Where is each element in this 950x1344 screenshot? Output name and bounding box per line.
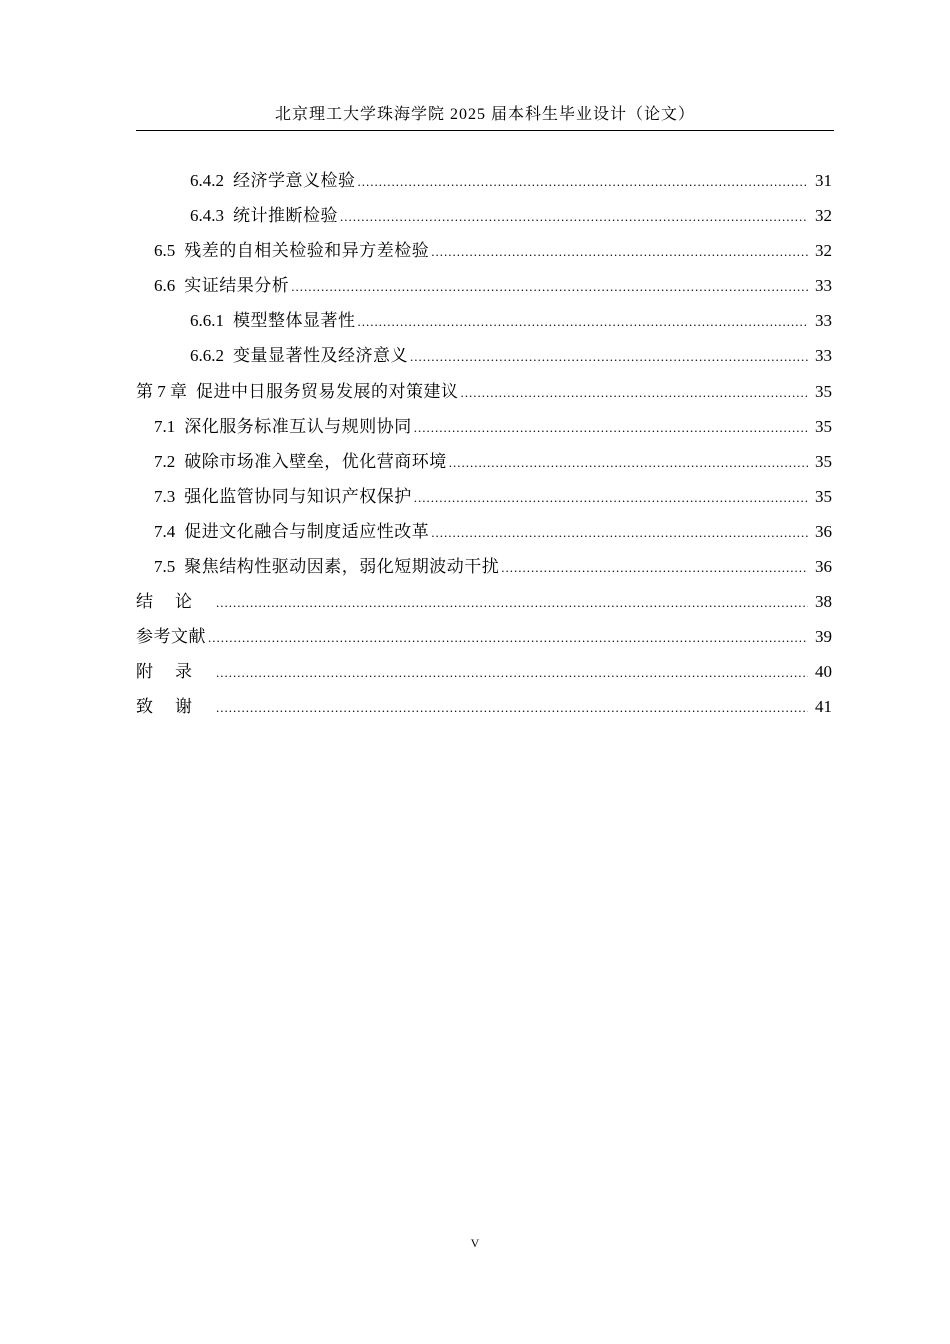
- toc-entry-title: 促进中日服务贸易发展的对策建议: [196, 381, 459, 401]
- toc-entry-number: 7.1: [154, 416, 176, 436]
- toc-dot-leader: [414, 412, 808, 444]
- toc-dot-leader: [431, 236, 808, 268]
- toc-entry[interactable]: [136, 376, 832, 411]
- toc-entry-page: 38: [815, 592, 832, 612]
- toc-dot-leader: [291, 271, 808, 303]
- toc-entry-number: 7.3: [154, 486, 176, 506]
- toc-entry-page: 36: [815, 557, 832, 577]
- toc-entry[interactable]: [136, 200, 832, 235]
- toc-entry[interactable]: [136, 656, 832, 691]
- toc-entry-page: 36: [815, 521, 832, 541]
- toc-entry[interactable]: [136, 691, 832, 726]
- toc-entry[interactable]: [136, 516, 832, 551]
- toc-dot-leader: [501, 552, 808, 584]
- toc-entry-title: 促进文化融合与制度适应性改革: [184, 521, 430, 541]
- toc-dot-leader: [414, 482, 808, 514]
- toc-entry[interactable]: [136, 305, 832, 340]
- toc-entry-page: 33: [815, 346, 832, 366]
- toc-entry-page: 35: [815, 451, 832, 471]
- toc-entry-page: 40: [815, 662, 832, 682]
- toc-entry-title: 结论: [136, 592, 214, 612]
- toc-dot-leader: [449, 447, 808, 479]
- toc-dot-leader: [216, 587, 808, 619]
- toc-entry-title: 经济学意义检验: [233, 171, 356, 190]
- toc-entry-page: 41: [815, 697, 832, 717]
- toc-entry-title: 聚焦结构性驱动因素，弱化短期波动干扰: [184, 557, 500, 577]
- toc-entry-number: 第 7 章: [136, 381, 187, 401]
- toc-entry-title: 致谢: [136, 697, 214, 717]
- toc-entry[interactable]: [136, 270, 832, 305]
- toc-entry-page: 32: [815, 241, 832, 261]
- toc-entry-number: 6.4.3: [190, 206, 224, 226]
- toc-entry-number: 7.2: [154, 451, 176, 471]
- page-number: V: [470, 1236, 480, 1250]
- table-of-contents: [136, 165, 832, 727]
- toc-entry[interactable]: [136, 446, 832, 481]
- toc-entry[interactable]: [136, 411, 832, 446]
- toc-entry-title: 破除市场准入壁垒，优化营商环境: [184, 451, 447, 471]
- toc-entry-title: 附录: [136, 662, 214, 682]
- toc-entry-page: 35: [815, 416, 832, 436]
- toc-entry-page: 33: [815, 276, 832, 296]
- toc-entry-page: 39: [815, 627, 832, 647]
- toc-entry[interactable]: [136, 165, 832, 200]
- toc-entry-number: 6.4.2: [190, 171, 224, 190]
- toc-entry-number: 7.5: [154, 557, 176, 577]
- toc-entry-number: 6.6.1: [190, 311, 224, 331]
- toc-entry-number: 6.6.2: [190, 346, 224, 366]
- toc-entry-title: 模型整体显著性: [233, 311, 356, 331]
- toc-entry-title: 残差的自相关检验和异方差检验: [184, 241, 430, 261]
- toc-entry-number: 7.4: [154, 521, 176, 541]
- toc-dot-leader: [340, 201, 808, 233]
- toc-entry[interactable]: [136, 340, 832, 375]
- toc-entry[interactable]: [136, 235, 832, 270]
- toc-dot-leader: [216, 657, 808, 689]
- toc-dot-leader: [461, 377, 809, 409]
- toc-dot-leader: [208, 622, 808, 654]
- toc-entry-page: 33: [815, 311, 832, 331]
- toc-entry-page: 35: [815, 381, 832, 401]
- toc-dot-leader: [358, 166, 809, 198]
- toc-entry-title: 统计推断检验: [233, 206, 338, 226]
- toc-entry[interactable]: [136, 551, 832, 586]
- toc-entry-title: 深化服务标准互认与规则协同: [184, 416, 412, 436]
- toc-entry-number: 6.5: [154, 241, 176, 261]
- toc-entry[interactable]: [136, 586, 832, 621]
- toc-entry[interactable]: [136, 481, 832, 516]
- toc-entry-page: 32: [815, 206, 832, 226]
- toc-dot-leader: [431, 517, 808, 549]
- toc-entry-title: 实证结果分析: [184, 276, 290, 296]
- toc-entry-number: 6.6: [154, 276, 176, 296]
- toc-dot-leader: [216, 692, 808, 724]
- toc-entry-title: 强化监管协同与知识产权保护: [184, 486, 412, 506]
- toc-entry-title: 参考文献: [136, 627, 206, 647]
- page-header-title: 北京理工大学珠海学院 2025 届本科生毕业设计（论文）: [274, 106, 695, 123]
- toc-entry-title: 变量显著性及经济意义: [233, 346, 408, 366]
- header-rule: [136, 130, 834, 131]
- toc-entry[interactable]: [136, 621, 832, 656]
- toc-entry-page: 31: [815, 171, 832, 190]
- toc-entry-page: 35: [815, 486, 832, 506]
- toc-dot-leader: [410, 341, 808, 373]
- toc-dot-leader: [358, 306, 809, 338]
